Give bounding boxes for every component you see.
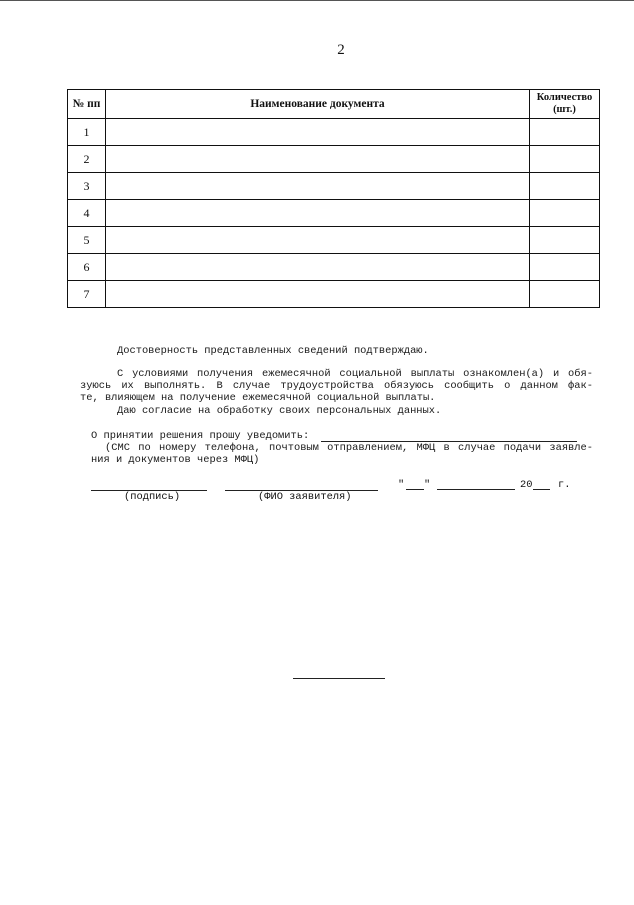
row-number: 2	[68, 146, 106, 173]
row-quantity[interactable]	[530, 173, 600, 200]
notify-label: О принятии решения прошу уведомить:	[91, 430, 310, 442]
table-row	[68, 146, 600, 173]
header-number: № пп	[68, 90, 106, 119]
date-quote-open: "	[398, 479, 405, 491]
header-quantity-line2: (шт.)	[553, 104, 576, 115]
row-document-name[interactable]	[106, 146, 530, 173]
row-document-name[interactable]	[106, 227, 530, 254]
header-document-name: Наименование документа	[106, 90, 530, 119]
row-document-name[interactable]	[106, 119, 530, 146]
row-number: 5	[68, 227, 106, 254]
row-document-name[interactable]	[106, 254, 530, 281]
row-document-name[interactable]	[106, 281, 530, 308]
table-header-row	[68, 90, 600, 119]
consent-statement: Даю согласие на обработку своих персональных данных.	[117, 405, 442, 417]
header-quantity	[530, 90, 600, 119]
signature-caption: (подпись)	[124, 491, 181, 503]
date-year-field[interactable]	[533, 489, 550, 490]
full-name-caption: (ФИО заявителя)	[258, 491, 352, 503]
date-year-prefix: 20	[520, 479, 533, 491]
row-quantity[interactable]	[530, 281, 600, 308]
header-quantity-line1: Количество	[536, 92, 593, 103]
row-quantity[interactable]	[530, 200, 600, 227]
row-number: 1	[68, 119, 106, 146]
row-quantity[interactable]	[530, 254, 600, 281]
documents-table	[67, 89, 600, 308]
notify-hint-line-1: (СМС по номеру телефона, почтовым отправлением, МФЦ в случае подачи заявле-	[105, 442, 593, 454]
row-number: 6	[68, 254, 106, 281]
row-number: 3	[68, 173, 106, 200]
table-row	[68, 173, 600, 200]
confirmation-statement: Достоверность представленных сведений подтверждаю.	[117, 345, 429, 357]
row-document-name[interactable]	[106, 200, 530, 227]
page-number: 2	[337, 42, 345, 58]
table-row	[68, 200, 600, 227]
row-number: 7	[68, 281, 106, 308]
date-quote-close: "	[424, 479, 431, 491]
row-quantity[interactable]	[530, 146, 600, 173]
row-number: 4	[68, 200, 106, 227]
row-quantity[interactable]	[530, 227, 600, 254]
date-month-field[interactable]	[437, 489, 515, 490]
conditions-line-3: те, влияющем на получение ежемесячной социальной выплаты.	[80, 392, 436, 404]
row-quantity[interactable]	[530, 119, 600, 146]
table-row	[68, 227, 600, 254]
notify-hint-line-2: ния и документов через МФЦ)	[91, 454, 260, 466]
top-edge-line	[0, 0, 634, 1]
date-year-suffix: г.	[558, 479, 571, 491]
table-row	[68, 254, 600, 281]
date-day-field[interactable]	[406, 489, 424, 490]
conditions-line-2: зуюсь их выполнять. В случае трудоустройства обязуюсь сообщить о данном фак-	[80, 380, 593, 392]
conditions-line-1: С условиями получения ежемесячной социальной выплаты ознакомлен(а) и обя-	[117, 368, 593, 380]
row-document-name[interactable]	[106, 173, 530, 200]
table-row	[68, 119, 600, 146]
closing-rule	[293, 678, 385, 679]
table-row	[68, 281, 600, 308]
